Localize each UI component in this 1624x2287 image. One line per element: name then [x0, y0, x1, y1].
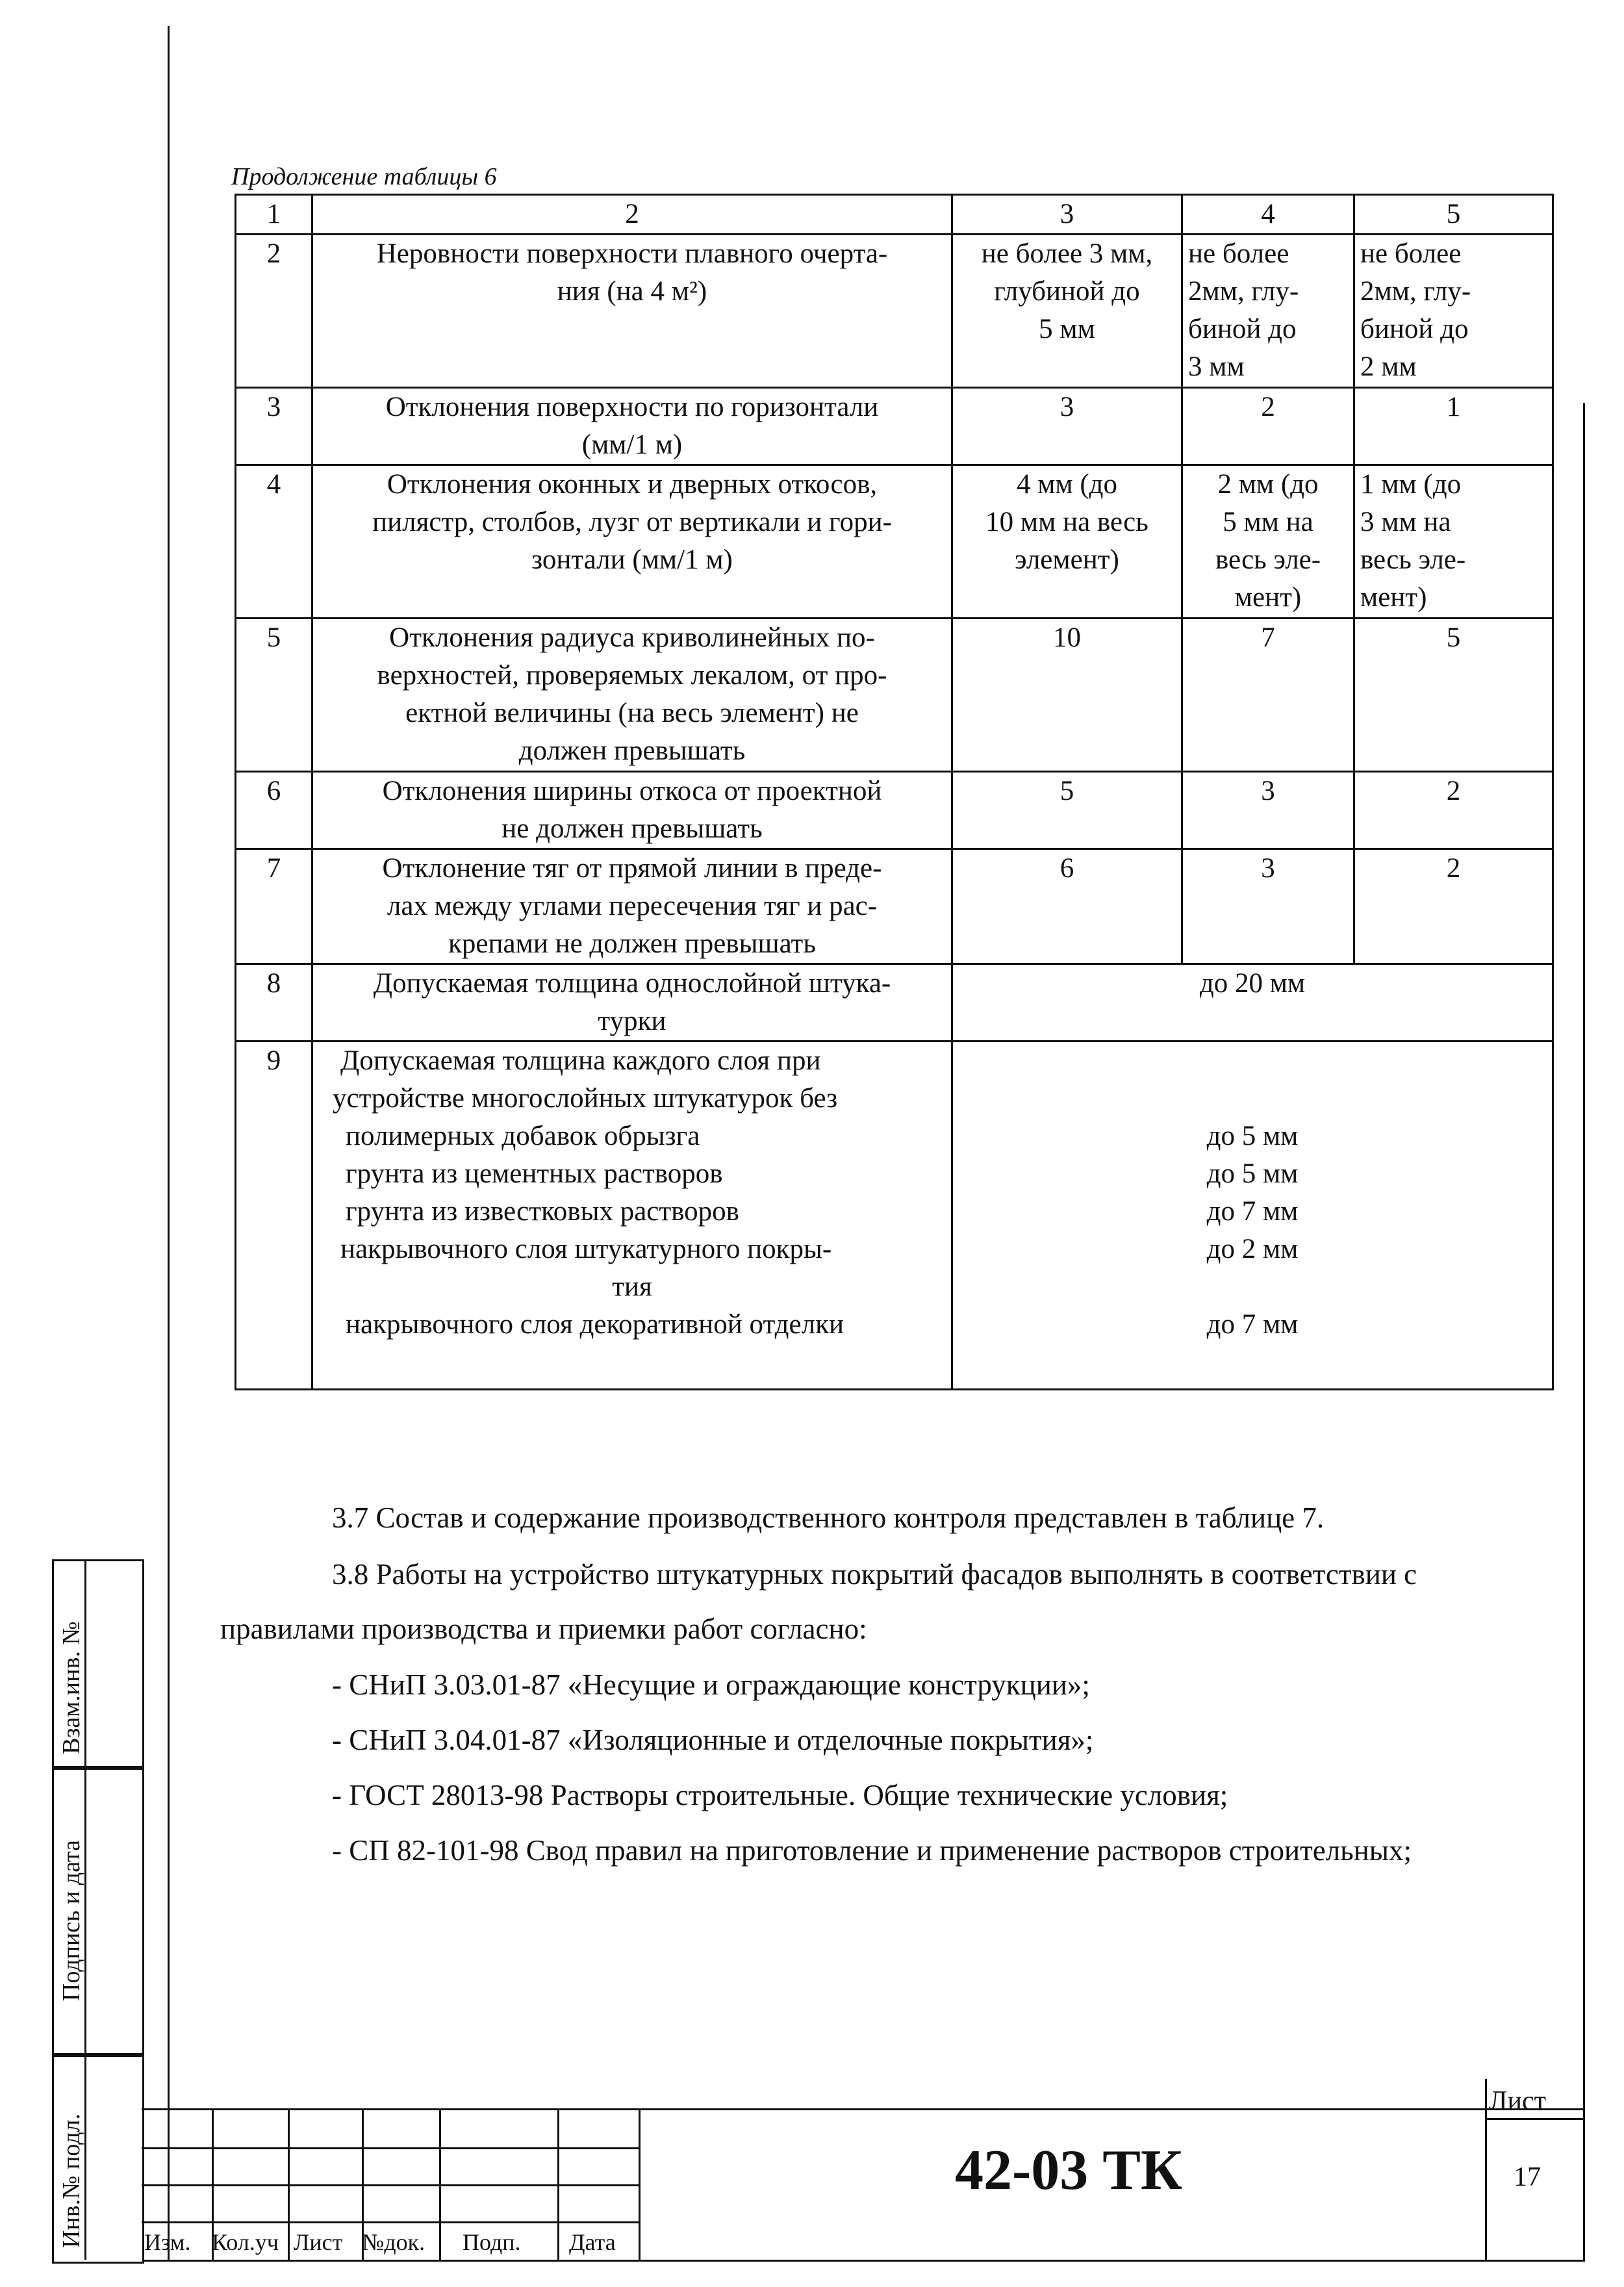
value-cell: 2 — [1182, 388, 1354, 465]
sublayer-value: до 7 мм — [1206, 1196, 1299, 1227]
row-number: 2 — [236, 235, 312, 388]
row-number: 3 — [236, 388, 312, 465]
row-number: 9 — [236, 1041, 312, 1390]
value-cell: 2 — [1354, 849, 1553, 964]
document-code: 42-03 ТК — [955, 2139, 1182, 2202]
titleblock-sheet-line — [1485, 2079, 1487, 2261]
table-row — [236, 465, 1553, 619]
value-cell: 5 — [1354, 619, 1553, 772]
value-cell: 2 — [1354, 772, 1553, 849]
sheet-number: 17 — [1514, 2162, 1541, 2192]
value-cell: не более 3 мм, глубиной до 5 мм — [952, 235, 1182, 388]
row-number: 6 — [236, 772, 312, 849]
value-cell: 4 мм (до 10 мм на весь элемент) — [952, 465, 1182, 619]
table-row — [236, 388, 1553, 465]
value-cell: не более 2мм, глу- биной до 3 мм — [1182, 235, 1354, 388]
titleblock-col-line — [288, 2108, 290, 2261]
titleblock-label-list: Лист — [294, 2229, 343, 2255]
value-cell: 3 — [1182, 849, 1354, 964]
frame-bottom-line — [143, 2260, 1585, 2262]
row-number: 4 — [236, 465, 312, 619]
table-row — [236, 849, 1553, 964]
row-description: Отклонение тяг от прямой линии в преде- лах между углами пересечения тяг и рас- крепами не должен превышать — [312, 849, 952, 964]
reference-item: - СП 82-101-98 Свод правил на приготовление и применение растворов строительных; — [332, 1834, 1412, 1867]
value-cell: 1 — [1354, 388, 1553, 465]
row-number: 5 — [236, 619, 312, 772]
sublayer-label: накрывочного слоя декоративной отделки — [346, 1309, 844, 1340]
value-cell: 3 — [952, 388, 1182, 465]
sublayer-label: полимерных добавок обрызга — [346, 1121, 700, 1151]
sublayer-label: грунта из цементных растворов — [346, 1158, 723, 1189]
stamp-inv-label: Инв.№ подл. — [58, 2113, 85, 2248]
row-description: Отклонения поверхности по горизонтали (мм/1 м) — [312, 388, 952, 465]
merged-value-cell — [952, 1041, 1553, 1390]
tolerances-table — [235, 194, 1554, 1390]
titleblock-label-izm: Изм. — [144, 2229, 191, 2255]
paragraph-3-7: 3.7 Состав и содержание производственного контроля представлен в таблице 7. — [332, 1501, 1325, 1534]
header-cell: 3 — [952, 195, 1182, 235]
sublayer-value: до 7 мм — [1206, 1309, 1299, 1340]
titleblock-row-line — [142, 2221, 639, 2223]
titleblock-label-data: Дата — [569, 2229, 616, 2255]
header-cell: 4 — [1182, 195, 1354, 235]
header-cell: 2 — [312, 195, 952, 235]
titleblock-label-koluch: Кол.уч — [212, 2229, 279, 2255]
titleblock-label-podp: Подп. — [463, 2229, 521, 2255]
titleblock-label-ndok: №док. — [362, 2229, 425, 2255]
row-description: Неровности поверхности плавного очерта- ния (на 4 м²) — [312, 235, 952, 388]
sublayer-value: до 5 мм — [1206, 1121, 1299, 1151]
row-description-line: ния (на 4 м²) — [557, 276, 707, 307]
table-caption: Продолжение таблицы 6 — [231, 163, 497, 190]
sublayer-label: грунта из известковых растворов — [346, 1196, 739, 1227]
titleblock-row-line — [142, 2147, 639, 2149]
value-cell: не более 2мм, глу- биной до 2 мм — [1354, 235, 1553, 388]
header-cell: 5 — [1354, 195, 1553, 235]
value-cell: 3 — [1182, 772, 1354, 849]
stamp-podpis-label: Подпись и дата — [58, 1839, 85, 2001]
table-header-row — [236, 195, 1553, 235]
table-row — [236, 619, 1553, 772]
sheet-label: Лист — [1489, 2086, 1546, 2116]
value-cell: 10 — [952, 619, 1182, 772]
paragraph-3-8: 3.8 Работы на устройство штукатурных покрытий фасадов выполнять в соответствии с — [332, 1558, 1417, 1591]
row-description: Допускаемая толщина каждого слоя при устройстве многослойных штукатурок без полимерных добавок обрызга грунта из цементных растворов грунта из известковых растворов накрывочного слоя штукатурного покры- тия накрывочного слоя декоративной отделки — [312, 1041, 952, 1390]
titleblock-top-line — [142, 2108, 1584, 2110]
titleblock-col-line — [639, 2108, 641, 2261]
row-description: Отклонения радиуса криволинейных по- верхностей, проверяемых лекалом, от про- ектной величины (на весь элемент) не должен превышать — [312, 619, 952, 772]
row-description: Допускаемая толщина однослойной штука- турки — [312, 964, 952, 1041]
row-number: 8 — [236, 964, 312, 1041]
titleblock-sheet-divider — [1485, 2118, 1584, 2120]
sublayer-label-cont: тия — [612, 1271, 652, 1302]
reference-item: - ГОСТ 28013-98 Растворы строительные. Общие технические условия; — [332, 1779, 1228, 1811]
merged-value-cell: до 20 мм — [952, 964, 1553, 1041]
frame-left-line — [168, 26, 170, 2261]
table-row — [236, 964, 1553, 1041]
titleblock-col-line — [557, 2108, 559, 2261]
header-cell: 1 — [236, 195, 312, 235]
value-cell: 1 мм (до 3 мм на весь эле- мент) — [1354, 465, 1553, 619]
stamp-vzam-label: Взам.инв. № — [58, 1621, 85, 1754]
row-description: Отклонения оконных и дверных откосов, пилястр, столбов, лузг от вертикали и гори- зонтали (мм/1 м) — [312, 465, 952, 619]
value-cell: 2 мм (до 5 мм на весь эле- мент) — [1182, 465, 1354, 619]
frame-right-line — [1583, 403, 1585, 2261]
table-row — [236, 772, 1553, 849]
reference-item: - СНиП 3.04.01-87 «Изоляционные и отделочные покрытия»; — [332, 1724, 1094, 1756]
value-cell: 6 — [952, 849, 1182, 964]
row-description: Отклонения ширины откоса от проектной не должен превышать — [312, 772, 952, 849]
table-row — [236, 1041, 1553, 1390]
row-number: 7 — [236, 849, 312, 964]
value-cell: 5 — [952, 772, 1182, 849]
titleblock-col-line — [439, 2108, 441, 2261]
value-cell: 7 — [1182, 619, 1354, 772]
table-row — [236, 235, 1553, 388]
sublayer-value: до 5 мм — [1206, 1158, 1299, 1189]
sublayer-label: накрывочного слоя штукатурного покры- — [340, 1234, 832, 1264]
sublayer-value: до 2 мм — [1206, 1234, 1299, 1264]
reference-item: - СНиП 3.03.01-87 «Несущие и ограждающие конструкции»; — [332, 1668, 1090, 1701]
paragraph-3-8-cont: правилами производства и приемки работ согласно: — [220, 1613, 867, 1645]
titleblock-row-line — [142, 2184, 639, 2186]
